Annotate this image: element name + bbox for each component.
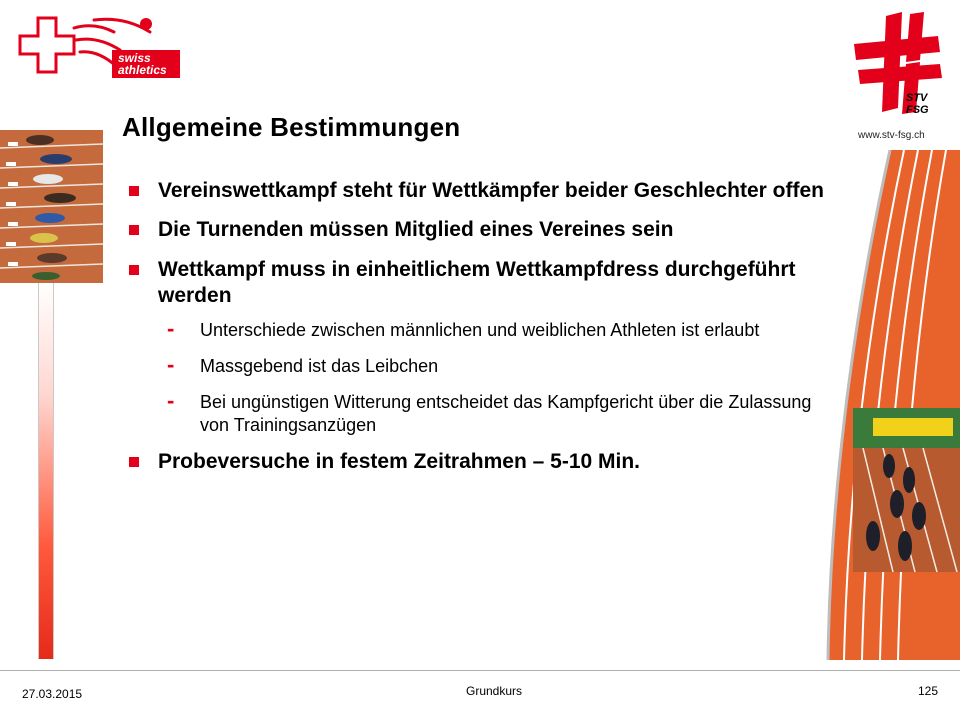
sub-bullet-text: Bei ungünstigen Witterung entscheidet das Kampfgericht über die Zulassung von Trainingsanzügen — [200, 392, 812, 435]
bullet-item — [125, 449, 825, 475]
square-bullet-icon — [129, 457, 139, 467]
left-gradient-bar — [38, 283, 54, 659]
bullet-item — [125, 217, 825, 243]
page-number: 125 — [918, 684, 939, 698]
dash-bullet-icon: - — [167, 352, 175, 377]
slide-content — [125, 178, 825, 475]
swiss-logo-line1: swiss — [118, 51, 151, 65]
stv-fsg-logo — [850, 12, 946, 147]
stv-logo-line2: FSG — [906, 104, 929, 116]
dash-bullet-icon: - — [167, 388, 175, 413]
start-photo — [0, 130, 103, 283]
bullet-text: Vereinswettkampf steht für Wettkämpfer beider Geschlechter offen — [158, 179, 824, 202]
stv-url: www.stv-fsg.ch — [858, 130, 925, 141]
sub-bullet-text: Massgebend ist das Leibchen — [200, 356, 439, 376]
swiss-athletics-logo — [14, 12, 184, 82]
bullet-text: Probeversuche in festem Zeitrahmen – 5-10 Min. — [158, 450, 640, 473]
bullet-text: Die Turnenden müssen Mitglied eines Vereines sein — [158, 218, 674, 241]
square-bullet-icon — [129, 186, 139, 196]
dash-bullet-icon: - — [167, 316, 175, 341]
footer-title: Grundkurs — [466, 684, 523, 698]
footer-date: 27.03.2015 — [22, 687, 83, 701]
sub-bullet-item — [125, 352, 825, 378]
sub-bullet-text: Unterschiede zwischen männlichen und weiblichen Athleten ist erlaubt — [200, 320, 760, 340]
swiss-logo-line2: athletics — [118, 63, 167, 77]
bullet-item — [125, 178, 825, 204]
stv-logo-line1: STV — [906, 92, 928, 104]
bullet-item — [125, 257, 825, 309]
sub-bullet-item — [125, 316, 825, 342]
bullet-text: Wettkampf muss in einheitlichem Wettkampfdress durchgeführt werden — [158, 258, 796, 307]
slide-title: Allgemeine Bestimmungen — [122, 112, 461, 142]
track-decoration — [820, 150, 960, 660]
square-bullet-icon — [129, 265, 139, 275]
footer-divider — [0, 670, 960, 671]
sub-bullet-item — [125, 388, 825, 437]
square-bullet-icon — [129, 225, 139, 235]
finish-photo — [853, 408, 960, 572]
